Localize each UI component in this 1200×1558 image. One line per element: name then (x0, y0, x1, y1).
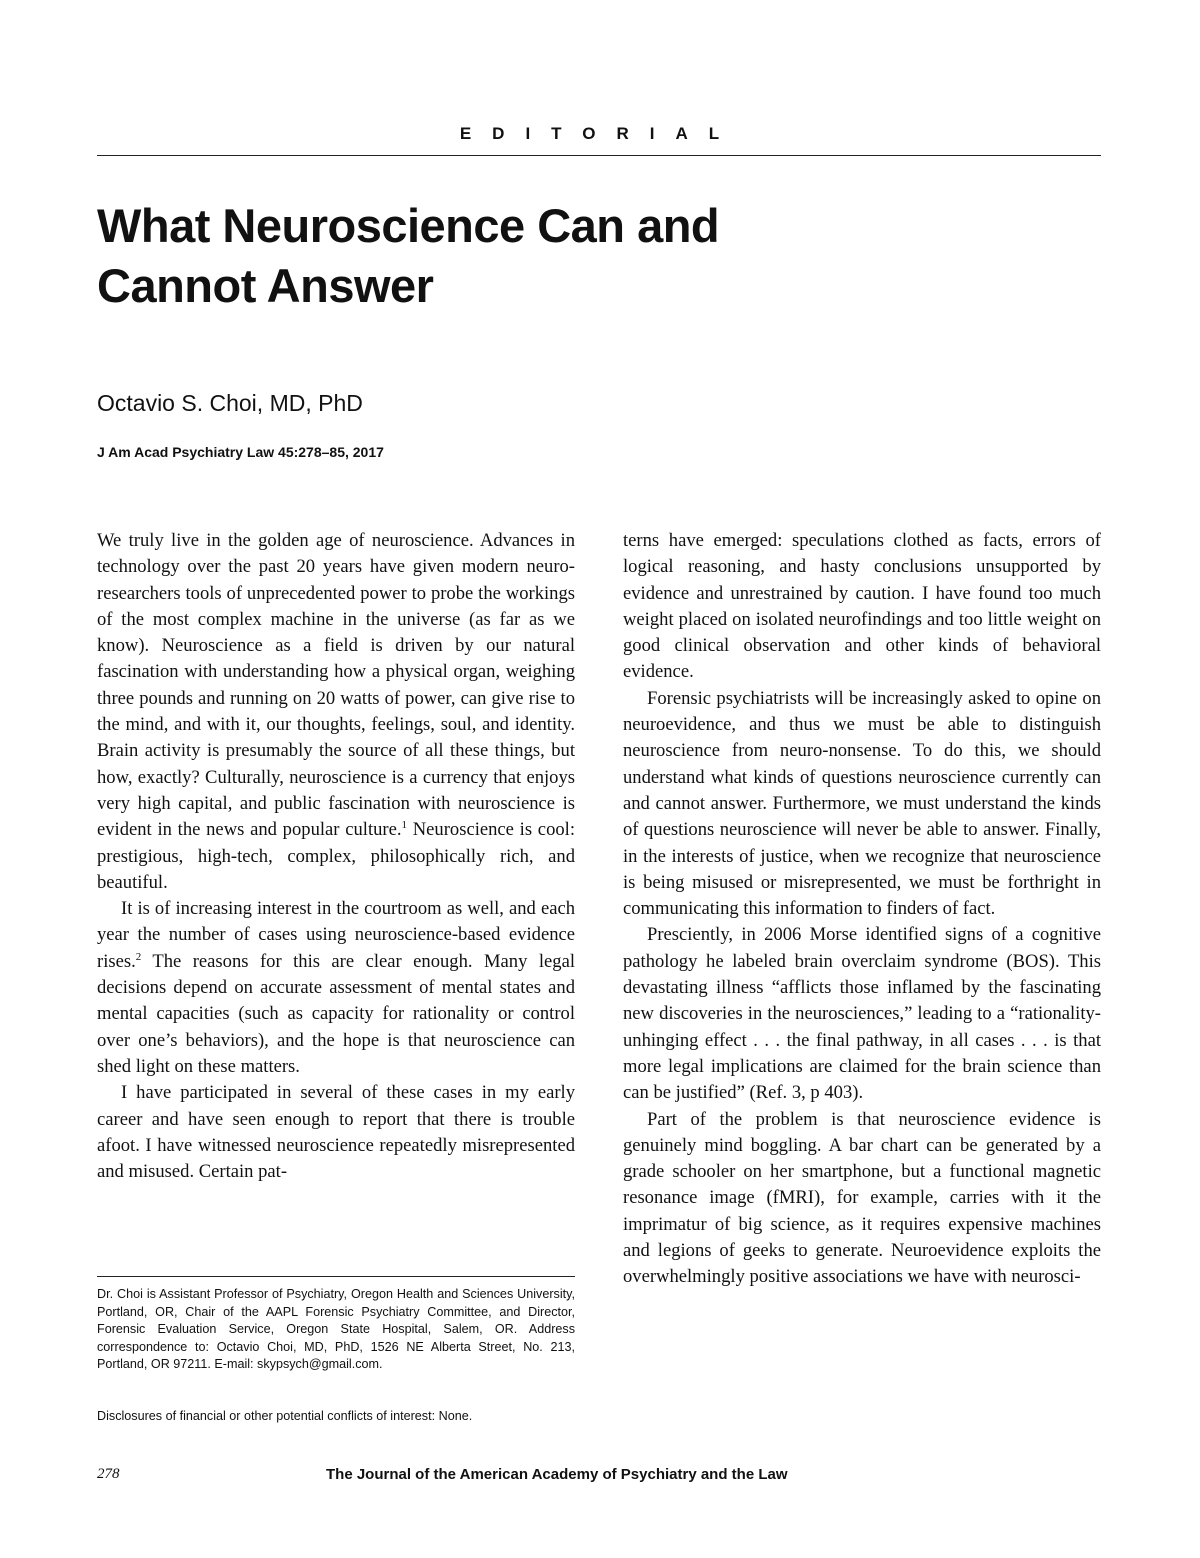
author-affiliation-footnote: Dr. Choi is Assistant Professor of Psychiatry, Oregon Health and Sciences University, Portland, OR, Chair of the AAPL Forensic Psychiatry Committee, and Director, Forensic Evaluation Service, Oregon State Hospital, Salem, OR. Address correspondence to: Octavio Choi, MD, PhD, 1526 NE Alberta Street, No. 213, Portland, OR 97211. E-mail: skypsych@gmail.com. (97, 1287, 575, 1372)
body-paragraph: Forensic psychiatrists will be increasingly asked to opine on neuroevidence, and thus we must be able to distinguish neuroscience from neuro-nonsense. To do this, we should understand what kinds of questions neuroscience currently can and cannot answer. Furthermore, we must understand the kinds of questions neuroscience will never be able to answer. Finally, in the interests of justice, when we recognize that neuroscience is being misused or misrepresented, we must be forthright in communicating this information to finders of fact. (623, 687, 1101, 920)
paragraph-text: It is of increasing interest in the courtroom as well, and each year the number of cases using neuroscience-based evidence rises. (97, 898, 575, 972)
footnote-divider (97, 1276, 575, 1277)
body-paragraph: Presciently, in 2006 Morse identified signs of a cognitive pathology he labeled brain overclaim syndrome (BOS). This devastating illness “afflicts those inflamed by the fascinating new discoveries in the neurosciences,” leading to a “rationality-unhinging effect . . . the final pathway, in all cases . . . is that more legal implications are claimed for the brain science than can be justified” (Ref. 3, p 403). (623, 924, 1101, 1104)
header-divider (97, 155, 1101, 156)
body-paragraph (97, 896, 575, 1080)
body-paragraph (97, 528, 575, 896)
title-line-2: Cannot Answer (97, 259, 434, 312)
paragraph-text: Neuroscience is cool: prestigious, high-tech, complex, philosophically rich, and beautiful. (97, 819, 575, 893)
reference-marker: 1 (401, 819, 407, 832)
title-line-1: What Neuroscience Can and (97, 199, 720, 252)
right-column (623, 528, 1101, 1291)
citation: J Am Acad Psychiatry Law 45:278–85, 2017 (97, 444, 384, 460)
disclosure-statement: Disclosures of financial or other potential conflicts of interest: None. (97, 1409, 473, 1423)
article-title (97, 196, 997, 316)
body-paragraph: I have participated in several of these cases in my early career and have seen enough to report that there is trouble afoot. I have witnessed neuroscience repeatedly misrepresented and misused. Certain pat- (97, 1082, 575, 1183)
journal-name: The Journal of the American Academy of Psychiatry and the Law (326, 1466, 788, 1483)
body-paragraph: terns have emerged: speculations clothed as facts, errors of logical reasoning, and hasty conclusions unsupported by evidence and unrestrained by caution. I have found too much weight placed on isolated neurofindings and too little weight on good clinical observation and other kinds of behavioral evidence. (623, 530, 1101, 683)
left-column (97, 528, 575, 1185)
body-paragraph: Part of the problem is that neuroscience evidence is genuinely mind boggling. A bar chart can be generated by a grade schooler on her smartphone, but a functional magnetic resonance image (fMRI), for example, carries with it the imprimatur of big science, as it requires expensive machines and legions of geeks to generate. Neuroevidence exploits the overwhelmingly positive associations we have with neurosci- (623, 1108, 1101, 1288)
paragraph-text: We truly live in the golden age of neuroscience. Advances in technology over the past 20 years have given modern neuro-researchers tools of unprecedented power to probe the workings of the most complex machine in the universe (as far as we know). Neuroscience as a field is driven by our natural fascination with understanding how a physical organ, weighing three pounds and running on 20 watts of power, can give rise to the mind, and with it, our thoughts, feelings, soul, and identity. Brain activity is presumably the source of all these things, but how, exactly? Culturally, neuroscience is a currency that enjoys very high capital, and public fascination with neuroscience is evident in the news and popular culture. (97, 530, 575, 841)
author-name: Octavio S. Choi, MD, PhD (97, 390, 363, 416)
page-number: 278 (97, 1466, 120, 1482)
paragraph-text: The reasons for this are clear enough. Many legal decisions depend on accurate assessment of mental states and mental capacities (such as capacity for rationality or control over one’s behaviors), and the hope is that neuroscience can shed light on these matters. (97, 950, 575, 1077)
reference-marker: 2 (135, 950, 142, 963)
section-label: EDITORIAL (459, 124, 741, 143)
